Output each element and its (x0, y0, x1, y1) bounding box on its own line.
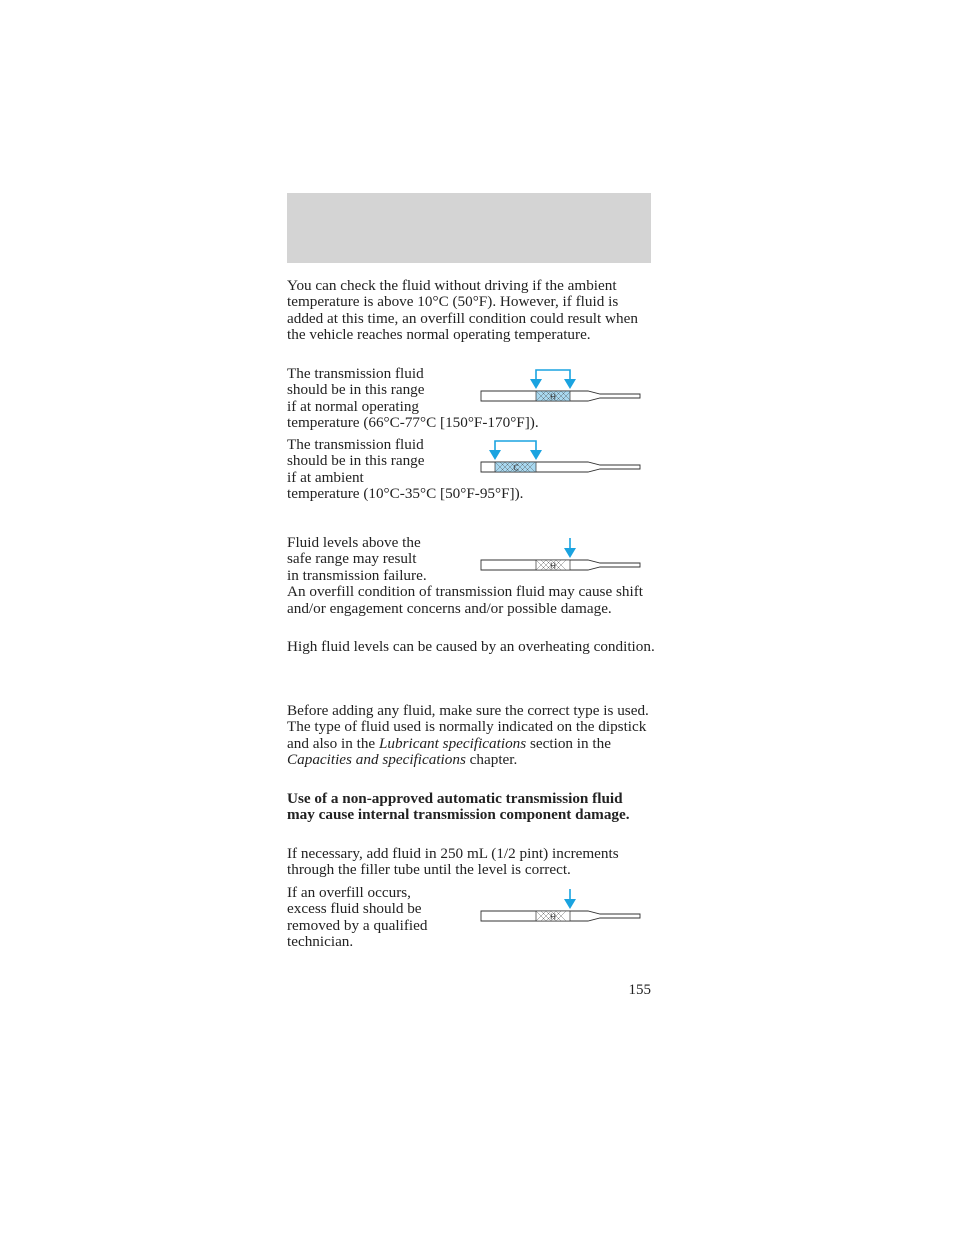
dipstick-overfill-figure (478, 535, 642, 575)
svg-text:H: H (549, 561, 557, 571)
ambient-range-text: The transmission fluid should be in this range if at ambient temperature (10°C-35°C [50°F-95°F]). (287, 436, 524, 503)
above-range-text: Fluid levels above the safe range may result in transmission failure. An overfill condition of transmission fluid may cause shift and/or engagement concerns and/or possible damage. (287, 534, 644, 617)
svg-text:H: H (549, 392, 557, 402)
section-header-band (287, 193, 651, 263)
dipstick-normal-range-figure (478, 366, 642, 406)
adding-fluid-paragraph: Before adding any fluid, make sure the correct type is used. The type of fluid used is normally indicated on the dipstick and also in the Lubricant specifications section in the Capacities and specifications chapter. (287, 702, 649, 769)
overfill-text: If an overfill occurs, excess fluid should be removed by a qualified technician. (287, 884, 428, 951)
warning-text: Use of a non-approved automatic transmission fluid may cause internal transmission component damage. (287, 790, 630, 824)
arrow-bracket-icon (530, 370, 576, 389)
increments-paragraph: If necessary, add fluid in 250 mL (1/2 pint) increments through the filler tube until the level is correct. (287, 845, 619, 879)
page-number: 155 (628, 982, 651, 998)
svg-text:C: C (513, 463, 519, 473)
arrow-bracket-icon (489, 441, 542, 460)
svg-text:H: H (549, 912, 557, 922)
down-arrow-icon (564, 538, 576, 558)
high-levels-paragraph: High fluid levels can be caused by an overheating condition. (287, 638, 655, 655)
lubricant-spec-reference: Lubricant specifications (378, 734, 527, 752)
down-arrow-icon (564, 889, 576, 909)
intro-paragraph: You can check the fluid without driving if the ambient temperature is above 10°C (50°F). However, if fluid is added at this time, an overfill condition could result when the vehicle reaches normal operating temperature. (287, 277, 638, 344)
normal-range-text: The transmission fluid should be in this range if at normal operating temperature (66°C-77°C [150°F-170°F]). (287, 365, 539, 432)
dipstick-ambient-range-figure (478, 437, 642, 477)
dipstick-overfill-figure-2 (478, 886, 642, 926)
capacities-spec-reference: Capacities and specifications (287, 751, 466, 769)
